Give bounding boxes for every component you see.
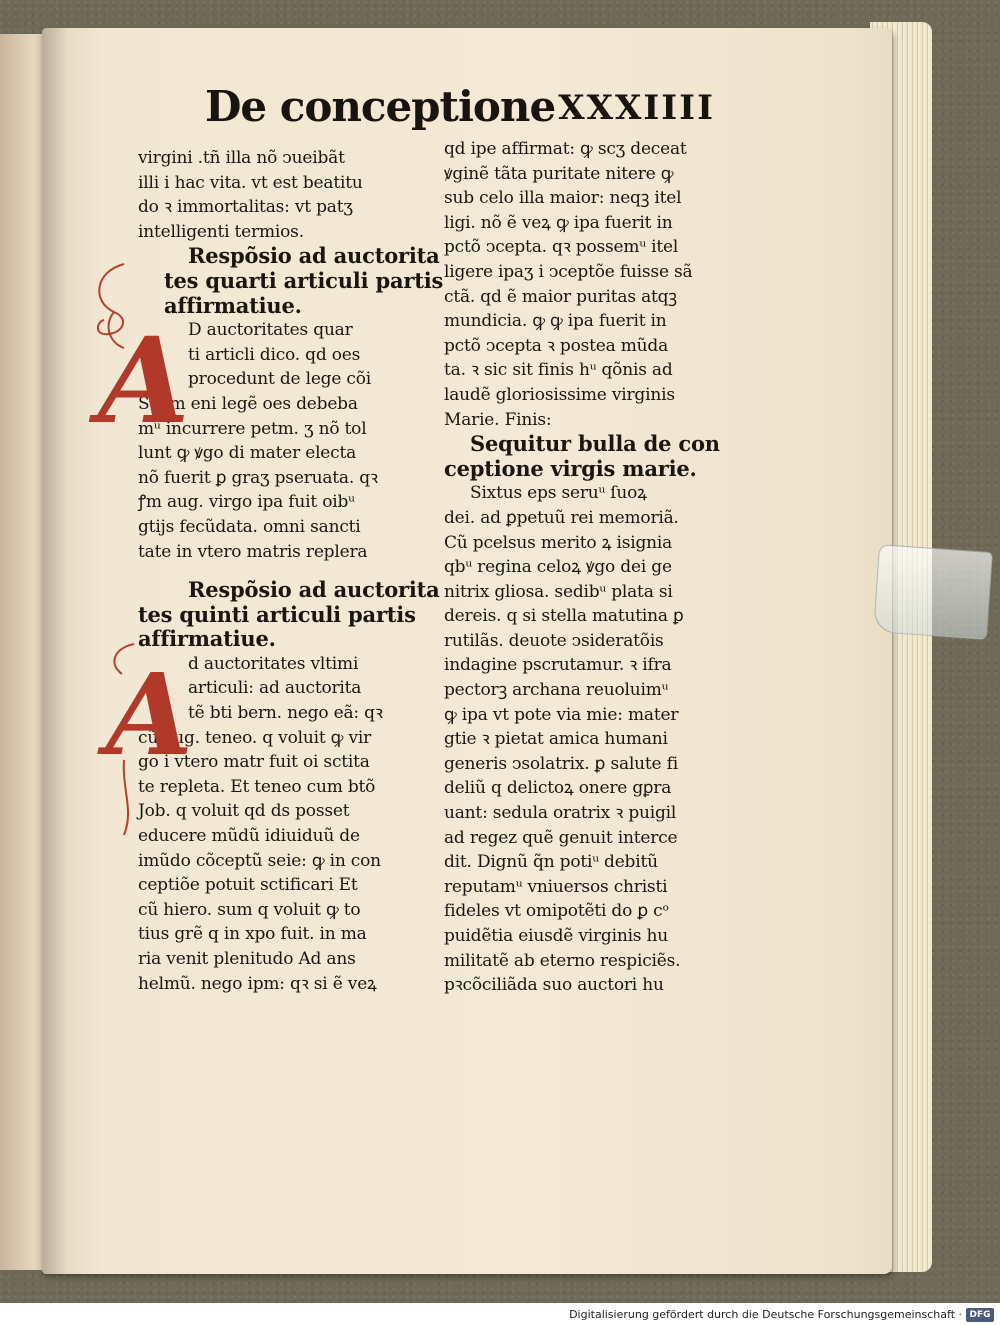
right-column-text-line: laudẽ gloriosissime virginis [444,384,675,405]
right-column-text-line: Sixtus eps seruᵘ ſuoꝝ [470,483,647,504]
right-column-text-line: ꝟginẽ tãta puritate nitere ꝙ [444,163,674,184]
left-column-text-line: affirmatiue. [164,292,302,318]
left-column-text-line: ꝭm aug. virgo ipa fuit oibᵘ [138,492,355,513]
right-column-text-line: nitrix gliosa. sedibᵘ plata si [444,581,673,602]
right-column-text-line: pectorꝫ archana reuoluimᵘ [444,680,669,701]
left-column-text-line: educere mũdũ idiuiduũ de [138,826,360,847]
right-column-text-line: puidẽtia eiusdẽ virginis hu [444,926,669,946]
left-column-text-line: affirmatiue. [138,626,276,652]
right-text-column [444,137,732,998]
digitization-credit: Digitalisierung gefördert durch die Deutsche Forschungsgemeinschaft · [569,1308,962,1321]
left-column-text-line: Respõsio ad auctorita [188,577,440,603]
right-column-text-line: dei. ad ꝑpetuũ rei memoriã. [444,507,679,528]
left-column-text-line: intelligenti termios. [138,221,304,242]
folio-number: XXXIIII [558,88,715,128]
right-column-text-line: reputamᵘ vniuersos christi [444,876,668,897]
right-column-text-line: Sequitur bulla de con [470,431,720,457]
left-column-text-line: helmũ. nego ipm: qꝛ si ẽ veꝝ [138,973,377,994]
left-column-text-line: mᵘ incurrere petm. ʒ nõ tol [138,418,367,439]
decorated-initial-first: A [98,311,190,450]
decorated-initial-second: A [106,650,193,781]
right-column-text-line: pctõ ↄcepta. qꝛ possemᵘ itel [444,237,679,258]
left-column-text-line: tius grẽ q in xpo fuit. in ma [138,924,367,945]
running-head [205,80,715,134]
right-column-text-line: mundicia. ꝙ ꝙ ipa fuerit in [444,311,667,332]
left-column-text-line: virgini .tñ illa nõ ↄueibãt [138,148,345,168]
left-column-text-line: illi i hac vita. vt est beatitu [138,172,363,193]
dfg-logo: DFG [966,1308,994,1322]
left-column-text-line: imũdo cõceptũ seie: ꝙ in con [138,850,381,871]
running-head-title: De conceptione [205,82,556,131]
left-column-text-line: tẽ bti bern. nego eã: qꝛ [188,703,383,724]
left-column-text-line: d auctoritates vltimi [188,653,359,674]
right-column-text-line: ceptione virgis marie. [444,455,697,481]
right-column-text-line: fideles vt omipotẽti do ꝑ cᵒ [444,901,669,922]
right-column-text-line: ligere ipaʒ i ↄceptõe fuisse sã [444,261,693,282]
right-column-text-line: ad regez quẽ genuit interce [444,827,678,848]
left-column-text-line: ria venit plenitudo Ad ans [138,949,356,969]
left-column-text-line: ti articli dico. qd oes [188,344,361,365]
facing-page-edge [0,34,48,1270]
left-column-text-line: do ꝛ immortalitas: vt patʒ [138,197,353,218]
right-column-text-line: dit. Dignũ q̃n potiᵘ debitũ [444,852,658,873]
left-column-text-line: tate in vtero matris replera [138,541,368,562]
right-column-text-line: indagine pscrutamur. ꝛ ifra [444,655,672,676]
left-column-text-line: tes quarti articuli partis [164,267,444,293]
right-column-text-line: ligi. nõ ẽ veꝝ ꝙ ipa fuerit in [444,212,673,233]
left-column-text-line: articuli: ad auctorita [188,678,362,699]
paragraph-gap [138,564,432,578]
left-column-text-line: nõ fuerit ꝑ graʒ pseruata. qꝛ [138,467,378,488]
right-column-text-line: deliũ q delictoꝝ onere gꝑra [444,778,672,799]
left-column-text-line: procedunt de lege cõi [188,369,372,390]
right-column-text-line: militatẽ ab eterno respiciẽs. [444,950,681,971]
left-column-text-line: cũ hiero. sum q voluit ꝙ to [138,899,361,920]
right-column-text-line: qbᵘ regina celoꝝ ꝟgo dei ge [444,557,672,578]
left-column-text-line: go i vtero matr fuit oi sctita [138,752,370,773]
right-column-text-line: ta. ꝛ sic sit finis hᵘ qõnis ad [444,360,673,381]
right-column-text-line: Cũ pcelsus merito ꝝ isignia [444,532,673,553]
right-column-text-line: rutilãs. deuote ↄsideratõis [444,630,664,651]
right-column-text-line: gtie ꝛ pietat amica humani [444,729,668,750]
right-column-text-line: uant: sedula oratrix ꝛ puigil [444,803,677,824]
left-column-text-line: tes quinti articuli partis [138,601,416,627]
page-gutter-shadow [42,28,68,1274]
right-column-text-line: Marie. Finis: [444,409,552,430]
left-column-text-line: gtijs fecũdata. omni sancti [138,516,361,537]
right-column-text-line: ctã. qd ẽ maior puritas atqꝫ [444,286,677,307]
right-column-text-line: sub celo illa maior: neqꝫ itel [444,188,682,209]
left-column-text-line: Scdm eni legẽ oes debeba [138,393,358,414]
left-column-text-line: cũ aug. teneo. q voluit ꝙ vir [138,727,372,748]
left-column-text-line: te repleta. Et teneo cum btõ [138,776,376,797]
right-column-text-line: generis ↄsolatrix. ꝑ salute fi [444,753,678,774]
right-column-text-line: pꝛcõciliãda suo auctori hu [444,975,664,996]
left-column-text-line: D auctoritates quar [188,320,353,341]
left-column-text-line: Respõsio ad auctorita [188,243,440,269]
right-column-text-line: dereis. q si stella matutina ꝑ [444,606,684,627]
clip-marker [873,544,993,640]
left-column-text-line: ceptiõe potuit sctificari Et [138,875,358,896]
right-column-text-line: qd ipe affirmat: ꝙ scʒ deceat [444,139,687,159]
left-text-column [138,146,444,996]
right-column-text-line: ꝙ ipa vt pote via mie: mater [444,704,679,725]
right-column-text-line: pctõ ↄcepta ꝛ postea mũda [444,335,669,356]
left-column-text-line: Job. q voluit qd ds posset [138,801,350,822]
left-column-text-line: lunt ꝙ ꝟgo di mater electa [138,443,357,464]
